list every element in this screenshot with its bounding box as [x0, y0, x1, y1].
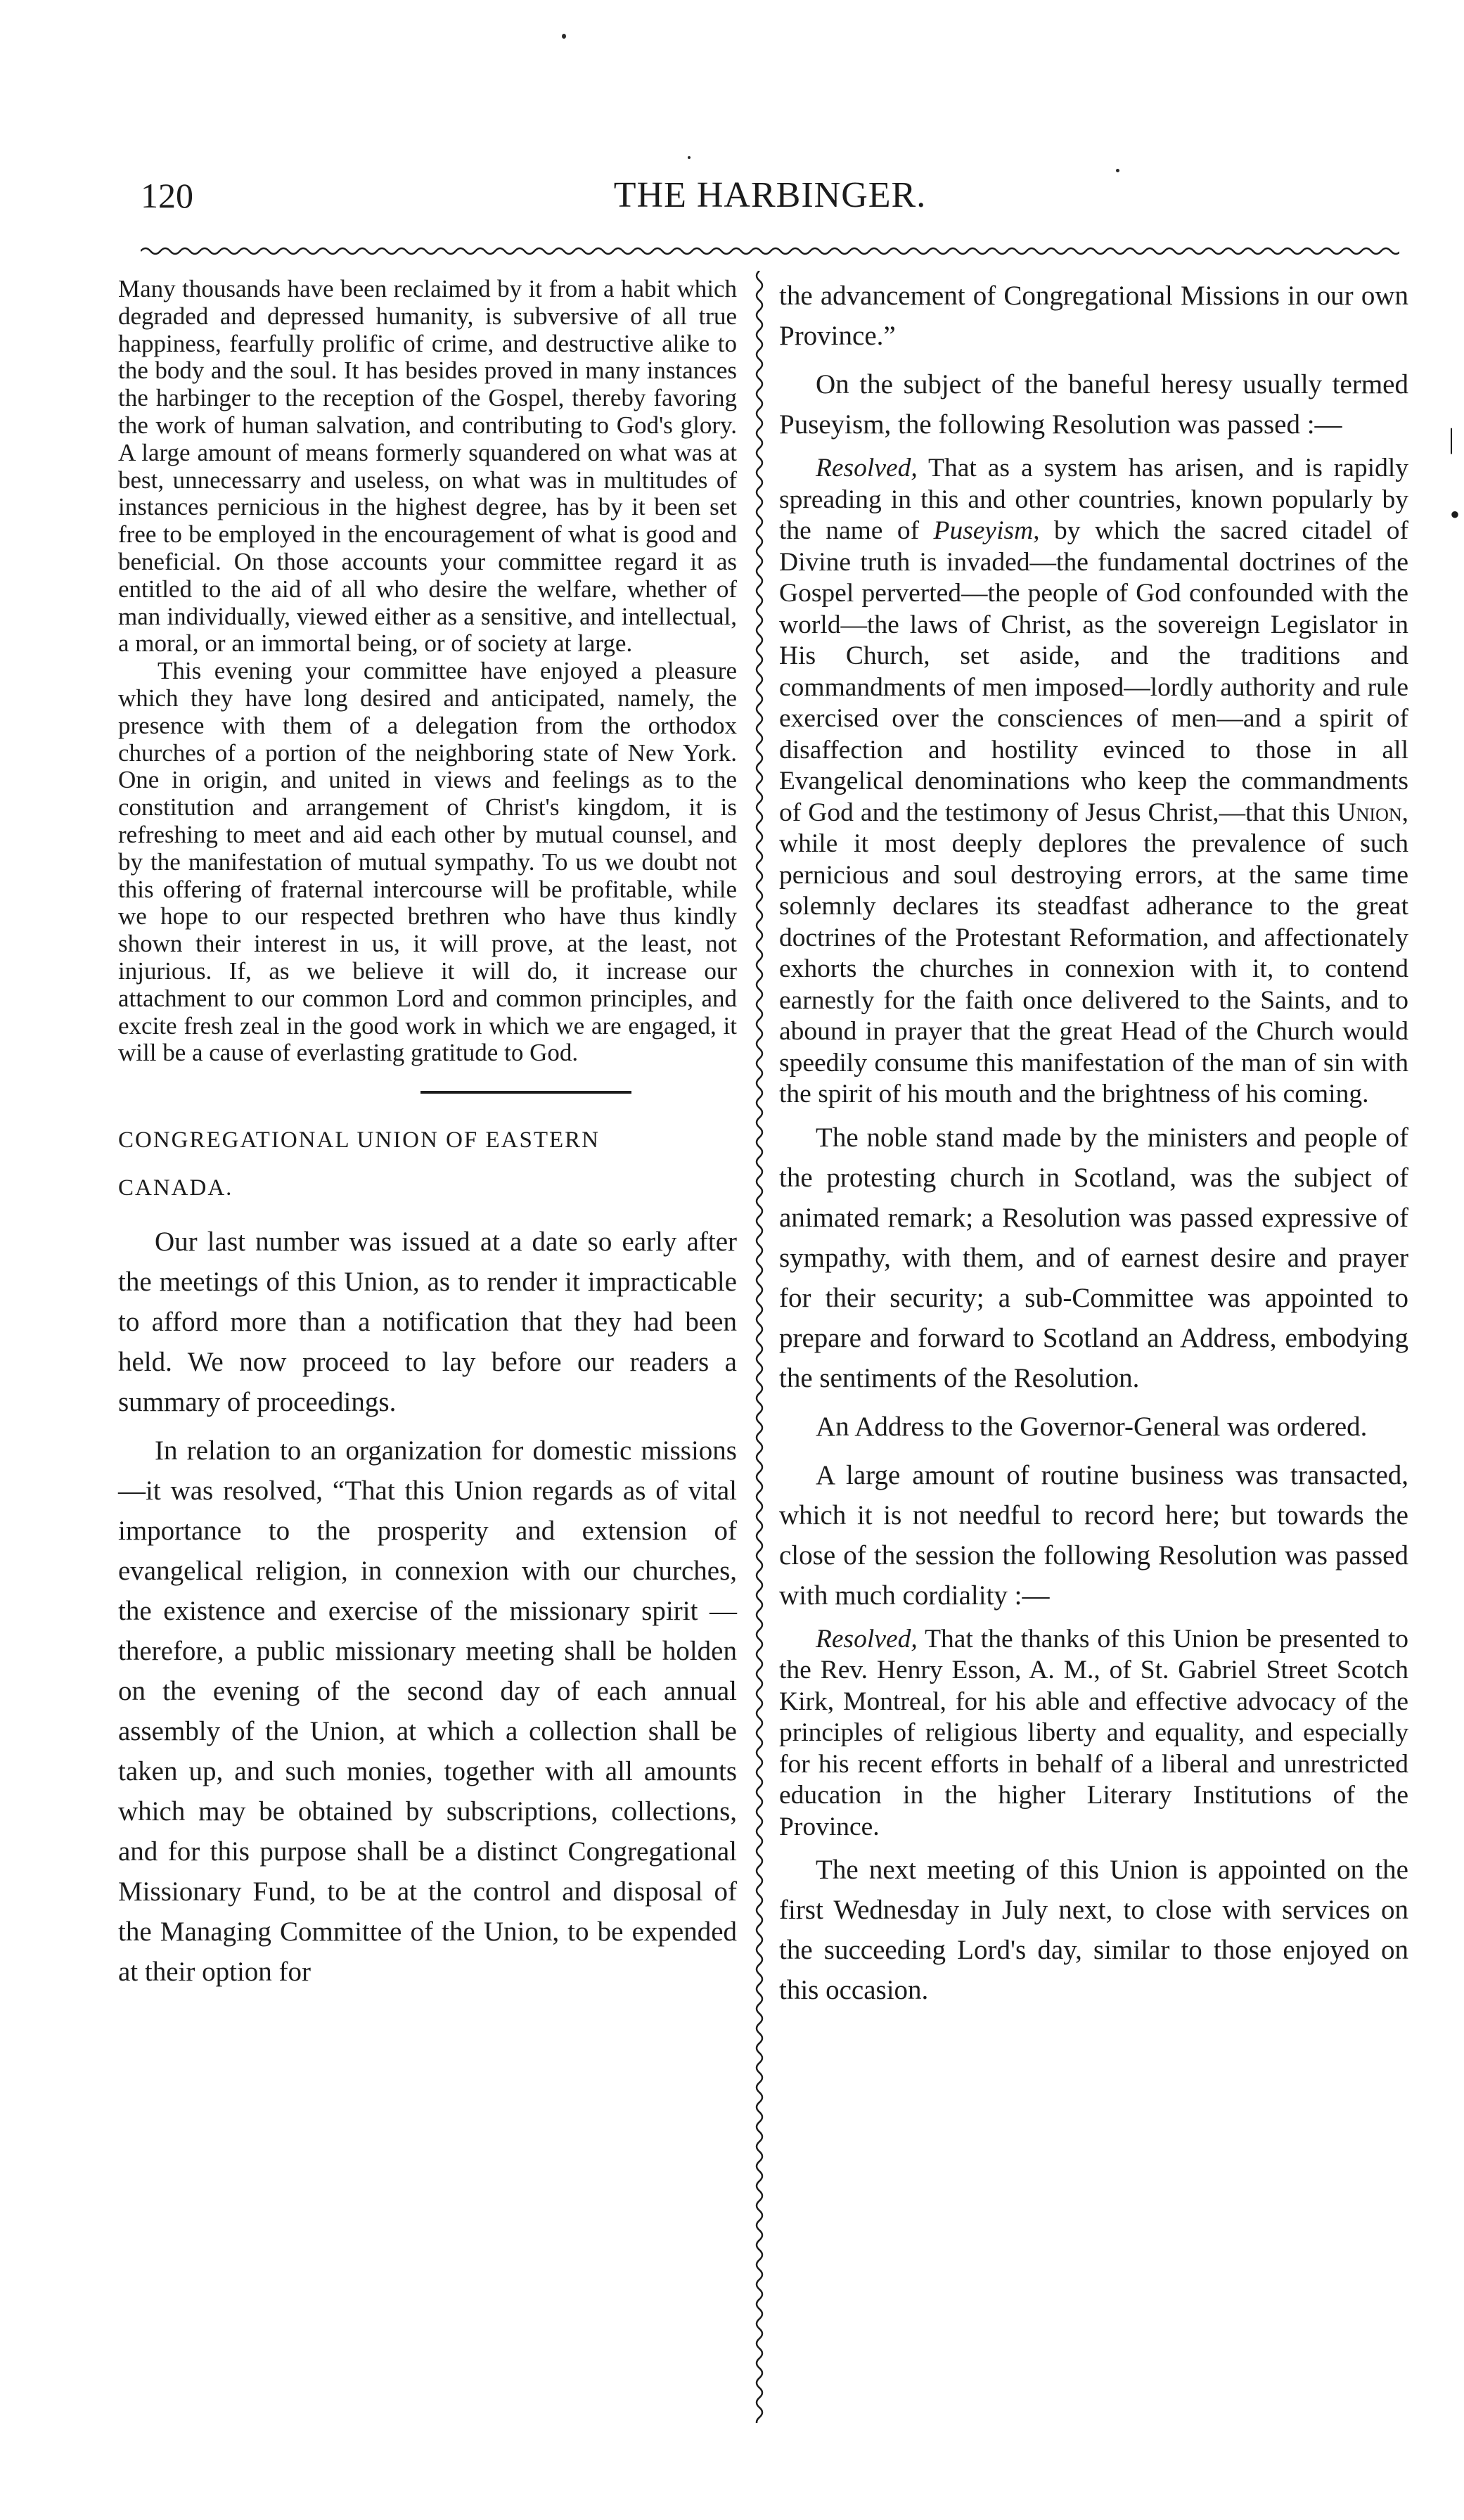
header-wavy-rule — [141, 243, 1399, 260]
section-heading: CONGREGATIONAL UNION OF EASTERN — [118, 1127, 601, 1153]
ink-speck — [562, 34, 566, 39]
union-smallcaps: Union, — [1337, 798, 1408, 827]
section-divider — [420, 1091, 631, 1094]
report-continuation — [118, 276, 737, 1067]
margin-mark: | — [1449, 423, 1455, 454]
resolution-text: by which the sacred citadel of Divine truth is invaded—the fundamental doctrines of the Gospel perverted—the people of God confounded with the world—the laws of Christ, as the sovereign Legislator in His Church, set aside, and the traditions and commandments of men imposed—lordly authority and rule exercised over the consciences of men—and a spirit of disaffection and hostility evinced to those in all Evangelical denominations who keep the commandments of God and the testimony of Jesus Christ,—that this — [779, 516, 1408, 827]
paragraph: Many thousands have been reclaimed by it from a habit which degraded and depressed humanity, is subversive of all true happiness, fearfully prolific of crime, and destructive alike to the body and the soul. It has besides proved in many instances the harbinger to the reception of the Gospel, thereby favoring the work of human salvation, and contributing to God's glory. A large amount of means formerly squandered on what was at best, unnecessarry and useless, on what was in multitudes of instances pernicious in the highest degree, has by it been set free to be employed in the encouragement of what is good and beneficial. On those accounts your committee regard it as entitled to the aid of all who desire the welfare, whether of man individually, viewed either as a sensitive, and intellectual, a moral, or an immortal being, or of society at large. — [118, 275, 737, 658]
section-body — [118, 1222, 737, 1992]
paragraph: the advancement of Congregational Missions in our own Province.” — [779, 281, 1408, 351]
section-heading-cont: CANADA. — [118, 1175, 233, 1201]
resolution-text: That as a system has arisen, and is rapidly spreading in this and other countries, known popularly by the name of — [779, 454, 1408, 545]
right-body-bottom — [779, 1850, 1408, 2010]
right-body-middle — [779, 1118, 1408, 1616]
resolution-text: while it most deeply deplores the prevalence of such pernicious and soul destroying errors, at the same time solemnly declares its steadfast adherance to the great doctrines of the Protestant Reformation, and affectionately exhorts the churches in connexion with it, to contend earnestly for the faith once delivered to the Saints, and to abound in prayer that the great Head of the Church would speedily consume this manifestation of the man of sin with the spirit of his mouth and the brightness of his coming. — [779, 829, 1408, 1108]
paragraph: In relation to an organization for domestic missions—it was resolved, “That this Union regards as of vital importance to the prosperity and extension of evangelical religion, in connexion with our churches, the existence and exercise of the missionary spirit —therefore, a public missionary meeting shall be holden on the evening of the second day of each annual assembly of the Union, at which a collection shall be taken up, and such monies, together with all amounts which may be obtained by subscriptions, collections, and for this purpose shall be a distinct Congregational Missionary Fund, to be at the control and disposal of the Managing Committee of the Union, to be expended at their option for — [118, 1435, 737, 1988]
paragraph: Our last number was issued at a date so early after the meetings of this Union, as to render it impracticable to afford more than a notification that they had been held. We now proceed to lay before our readers a summary of proceedings. — [118, 1227, 737, 1418]
resolution-puseyism — [779, 453, 1408, 1111]
running-title: THE HARBINGER. — [613, 175, 927, 215]
paragraph: An Address to the Governor-General was ordered. — [816, 1411, 1368, 1442]
margin-mark: • — [1450, 499, 1460, 530]
resolution-esson — [779, 1624, 1408, 1843]
resolved-lead: Resolved, — [816, 454, 918, 482]
left-column — [118, 276, 737, 2000]
paragraph — [779, 1624, 1408, 1843]
column-wavy-separator — [751, 271, 768, 2423]
right-column — [779, 276, 1408, 2019]
paragraph: The noble stand made by the ministers and people of the protesting church in Scotland, was the subject of animated remark; a Resolution was passed expressive of sympathy, with them, and of earnest desire and prayer for their security; a sub-Committee was appointed to prepare and forward to Scotland an Address, embodying the sentiments of the Resolution. — [779, 1122, 1408, 1393]
paragraph: This evening your committee have enjoyed a pleasure which they have long desired and anticipated, namely, the presence with them of a delegation from the orthodox churches of a portion of the neighboring state of New York. One in origin, and united in views and feelings as to the constitution and arrangement of Christ's kingdom, it is refreshing to meet and aid each other by mutual counsel, and by the manifestation of mutual sympathy. To us we doubt not this offering of fraternal intercourse will be profitable, while we hope to our respected brethren who have thus kindly shown their interest in us, it will prove, at the least, not injurious. If, as we believe it will do, it increase our attachment to our common Lord and common principles, and excite fresh zeal in the good work in which we are engaged, it will be a cause of everlasting gratitude to God. — [118, 657, 737, 1067]
page-header — [141, 167, 1399, 224]
paragraph — [779, 453, 1408, 1111]
resolved-lead: Resolved, — [816, 1624, 918, 1654]
paragraph: A large amount of routine business was transacted, which it is not needful to record here; but towards the close of the session the following Resolution was passed with much cordiality :— — [779, 1459, 1408, 1611]
page-number: 120 — [141, 176, 193, 215]
paragraph: On the subject of the baneful heresy usually termed Puseyism, the following Resolution was passed :— — [779, 369, 1408, 440]
resolution-text: That the thanks of this Union be presented to the Rev. Henry Esson, A. M., of St. Gabriel Street Scotch Kirk, Montreal, for his able and effective advocacy of the principles of religious liberty and equality, and especially for his recent efforts in behalf of a liberal and unrestricted education in the higher Literary Institutions of the Province. — [779, 1624, 1408, 1841]
ink-speck — [688, 156, 691, 159]
italic-term: Puseyism, — [933, 516, 1040, 545]
right-body-top — [779, 276, 1408, 444]
paragraph: The next meeting of this Union is appointed on the first Wednesday in July next, to close with services on the succeeding Lord's day, similar to those enjoyed on this occasion. — [779, 1855, 1408, 2005]
